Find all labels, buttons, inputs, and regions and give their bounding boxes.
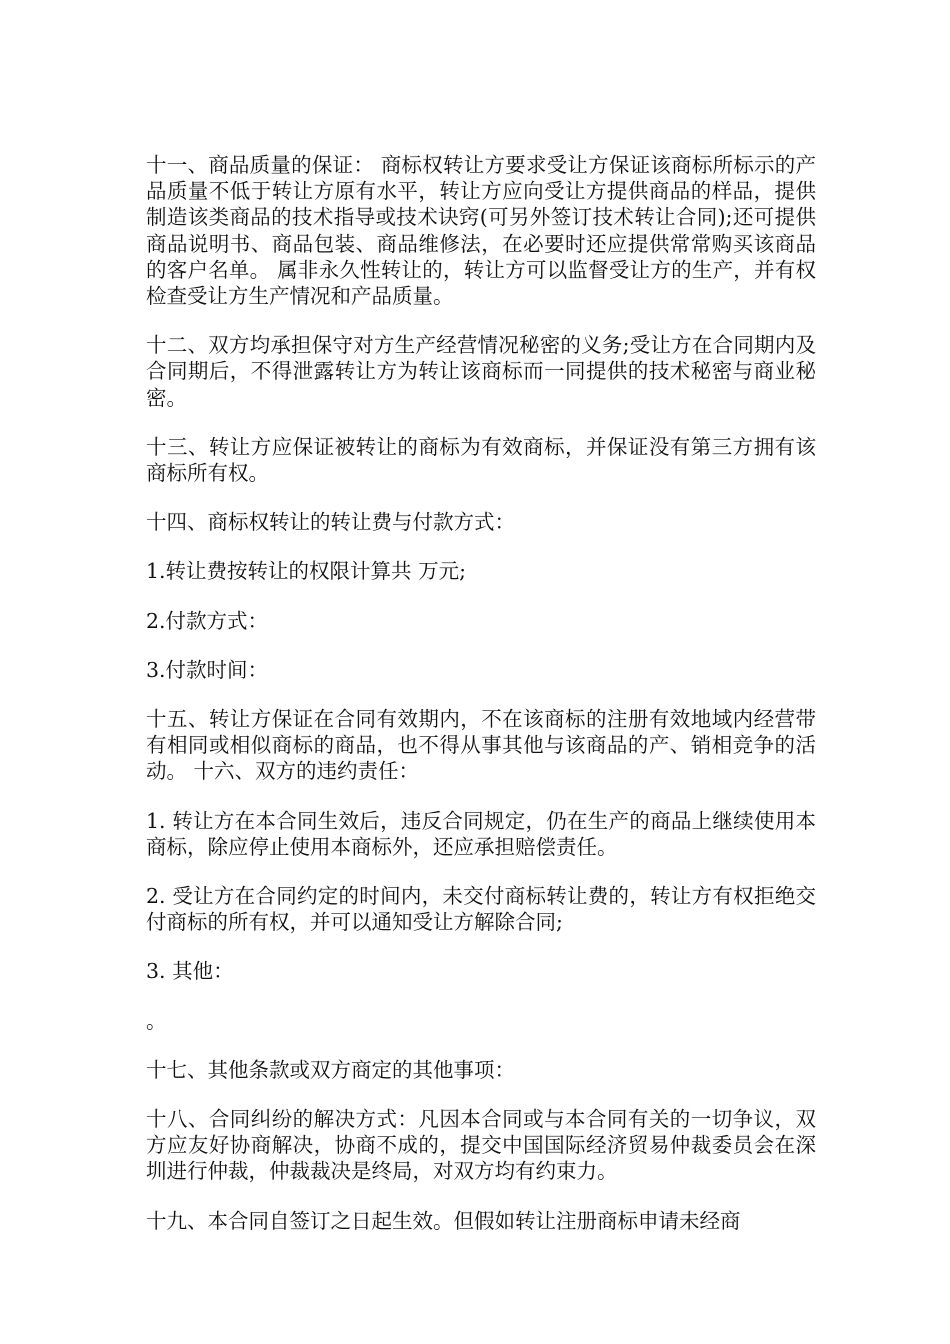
- clause-18-dispute-resolution: 十八、合同纠纷的解决方式：凡因本合同或与本合同有关的一切争议，双方应友好协商解决，协商不成的，提交中国国际经济贸易仲裁委员会在深圳进行仲裁，仲裁裁决是终局，对双方均有约束力。: [146, 1107, 816, 1184]
- clause-13-valid-trademark: 十三、转让方应保证被转让的商标为有效商标，并保证没有第三方拥有该商标所有权。: [146, 434, 816, 486]
- clause-17-other-terms: 十七、其他条款或双方商定的其他事项：: [146, 1057, 515, 1082]
- clause-16-end-mark: 。: [146, 1008, 167, 1033]
- clause-16-item-1: 1. 转让方在本合同生效后，违反合同规定，仍在生产的商品上继续使用本商标，除应停止使用本商标外，还应承担赔偿责任。: [146, 808, 816, 859]
- clause-16-item-3: 3. 其他：: [146, 959, 234, 984]
- document-body: [146, 152, 816, 1257]
- clause-12-confidentiality: 十二、双方均承担保守对方生产经营情况秘密的义务;受让方在合同期内及合同期后，不得泄露转让方为转让该商标而一同提供的技术秘密与商业秘密。: [146, 333, 816, 410]
- clause-14-item-1: 1.转让费按转让的权限计算共 万元;: [146, 559, 466, 584]
- clause-11-quality-guarantee: 十一、商品质量的保证： 商标权转让方要求受让方保证该商标所标示的产品质量不低于转让方原有水平，转让方应向受让方提供商品的样品，提供制造该类商品的技术指导或技术诀窍(可另外签订技术转让合同);还可提供商品说明书、商品包装、商品维修法，在必要时还应提供常常购买该商品的客户名单。 属非永久性转让的，转让方可以监督受让方的生产，并有权检查受让方生产情况和产品质量。: [146, 153, 816, 309]
- clause-14-fee-and-payment: 十四、商标权转让的转让费与付款方式：: [146, 510, 515, 535]
- clause-15-16-noncompete-liability: 十五、转让方保证在合同有效期内，不在该商标的注册有效地域内经营带有相同或相似商标的商品，也不得从事其他与该商品的产、销相竞争的活动。 十六、双方的违约责任：: [146, 707, 816, 784]
- clause-16-item-2: 2. 受让方在合同约定的时间内，未交付商标转让费的，转让方有权拒绝交付商标的所有权，并可以通知受让方解除合同;: [146, 884, 816, 935]
- clause-14-item-3: 3.付款时间：: [146, 657, 269, 682]
- clause-19-effectiveness: 十九、本合同自签订之日起生效。但假如转让注册商标申请未经商: [146, 1208, 741, 1233]
- clause-14-item-2: 2.付款方式：: [146, 608, 269, 633]
